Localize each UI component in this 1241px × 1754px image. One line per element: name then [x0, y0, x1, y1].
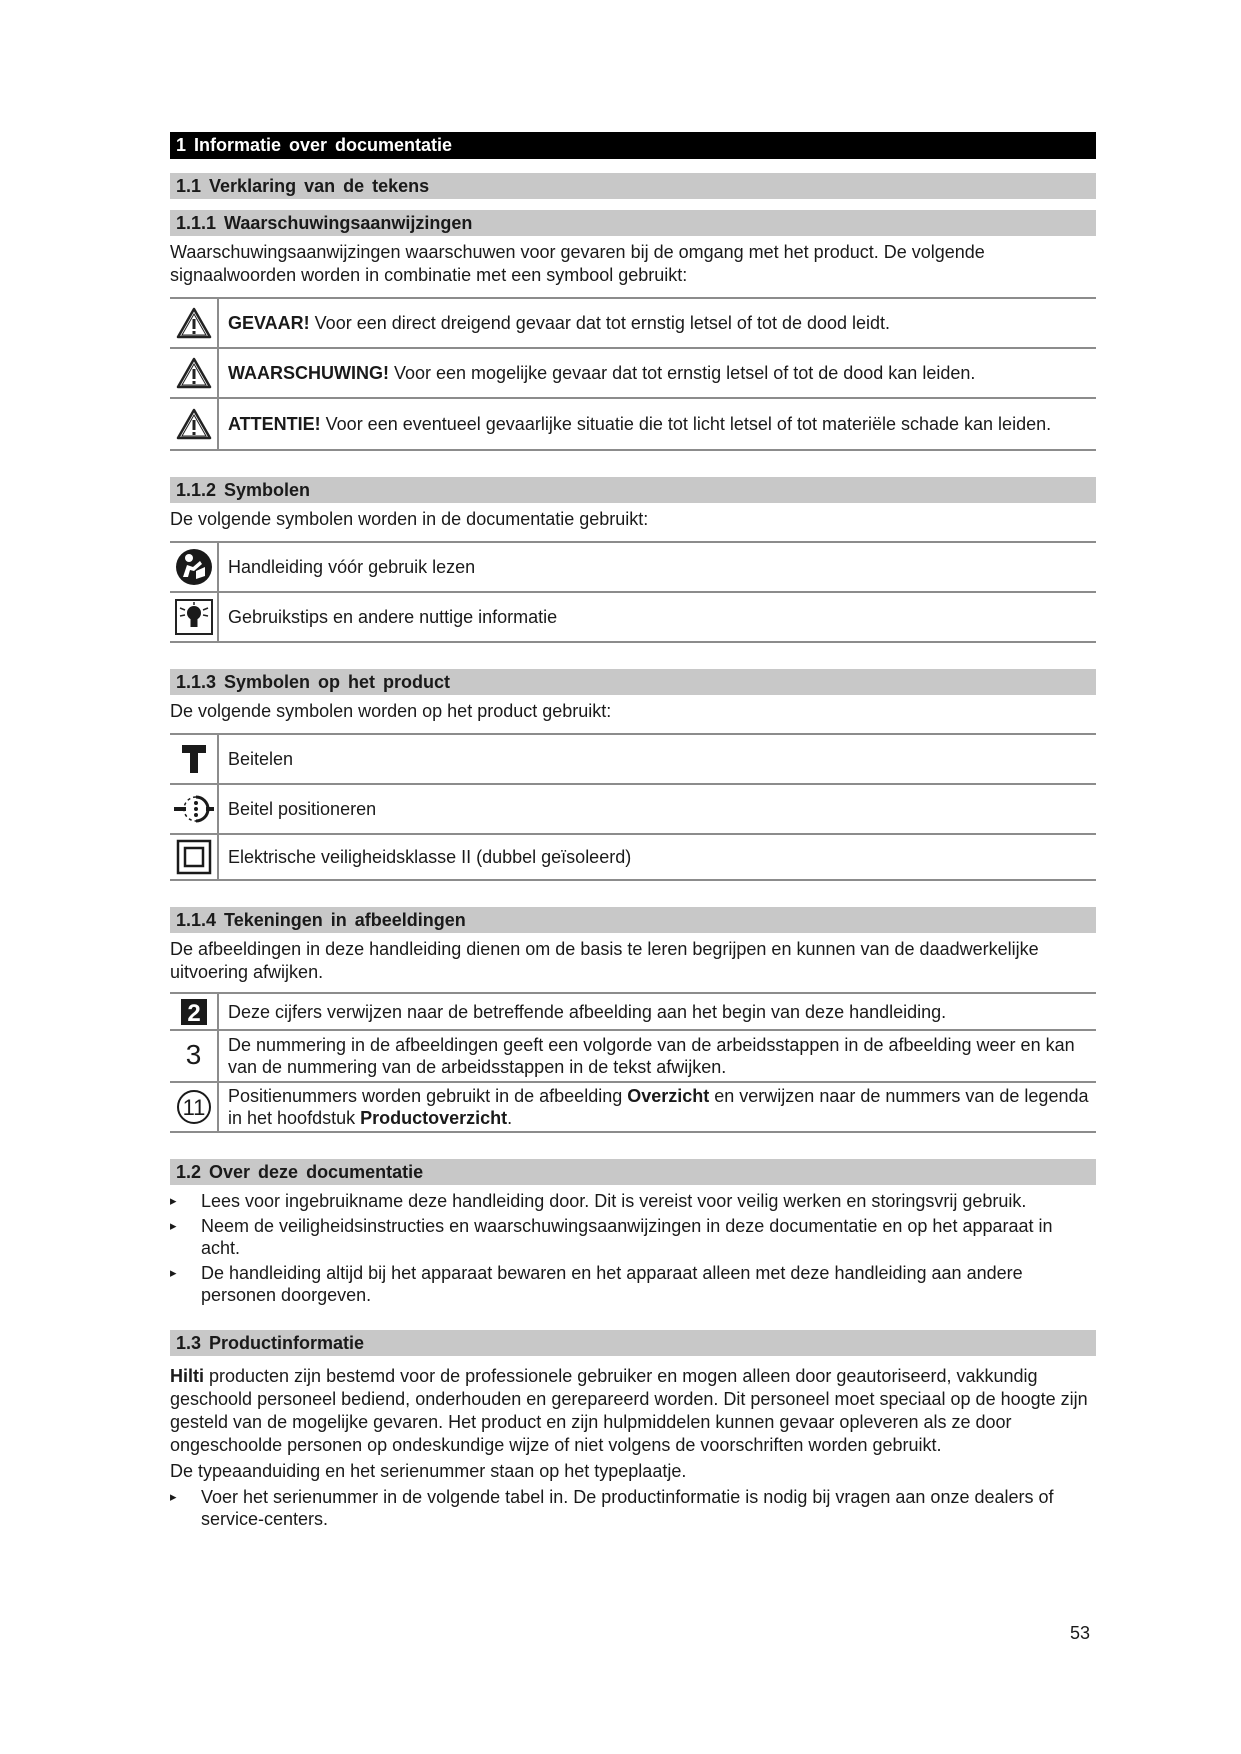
warning-text: Voor een mogelijke gevaar dat tot ernstig letsel of tot de dood kan leiden. — [388, 363, 976, 383]
warning-keyword: ATTENTIE! — [228, 414, 321, 434]
drawing-text-b: en verwijzen naar de nummers van de legenda in het hoofdstuk — [228, 1086, 1089, 1128]
product-info-text — [170, 1365, 1096, 1457]
drawing-text: De nummering in de afbeeldingen geeft een volgorde van de arbeidsstappen in de afbeelding weer en kan van de nummering van de arbeidsstappen in de tekst afwijken. — [218, 1030, 1096, 1082]
heading-1-1-3: 1.1.3 Symbolen op het product — [170, 669, 1096, 695]
symbol-text: Gebruikstips en andere nuttige informatie — [218, 592, 1096, 642]
product-symbol-text: Elektrische veiligheidsklasse II (dubbel geïsoleerd) — [218, 834, 1096, 880]
heading-1-1-2: 1.1.2 Symbolen — [170, 477, 1096, 503]
warnings-table — [170, 297, 1096, 451]
brand-name: Hilti — [170, 1366, 204, 1386]
product-info-bullets — [170, 1486, 1096, 1530]
product-symbol-text: Beitelen — [218, 734, 1096, 784]
warning-triangle-icon — [176, 408, 212, 440]
drawings-table — [170, 992, 1096, 1133]
heading-1-1: 1.1 Verklaring van de tekens — [170, 173, 1096, 199]
symbol-row-read-manual — [170, 542, 1096, 592]
bullet-item: ▸ De handleiding altijd bij het apparaat bewaren en het apparaat alleen met deze handleiding aan andere personen doorgeven. — [170, 1262, 1096, 1306]
double-insulation-icon — [176, 839, 212, 875]
drawing-bold-productoverzicht: Productoverzicht — [360, 1108, 508, 1128]
bullet-item: ▸ Voer het serienummer in de volgende tabel in. De productinformatie is nodig bij vragen aan onze dealers of service-centers. — [170, 1486, 1096, 1530]
tips-lightbulb-icon — [174, 598, 214, 636]
drawing-bold-overzicht: Overzicht — [627, 1086, 710, 1106]
heading-1-3: 1.3 Productinformatie — [170, 1330, 1096, 1356]
drawing-text-c: . — [507, 1108, 513, 1128]
symbol-row-tips — [170, 592, 1096, 642]
product-symbol-row-double-insulation — [170, 834, 1096, 880]
warning-keyword: WAARSCHUWING! — [228, 363, 389, 383]
drawing-text: Deze cijfers verwijzen naar de betreffende afbeelding aan het begin van deze handleiding. — [218, 993, 1096, 1030]
drawing-row-figure-number — [170, 993, 1096, 1030]
warning-keyword: GEVAAR! — [228, 313, 310, 333]
step-number-icon: 3 — [185, 1038, 202, 1070]
symbols-intro: De volgende symbolen worden in de documentatie gebruikt: — [170, 509, 649, 529]
position-number-icon — [176, 1089, 212, 1125]
chisel-icon — [179, 742, 209, 776]
type-plate-text: De typeaanduiding en het serienummer staan op het typeplaatje. — [170, 1461, 687, 1481]
product-symbol-row-chisel — [170, 734, 1096, 784]
product-symbol-text: Beitel positioneren — [218, 784, 1096, 834]
product-symbols-intro: De volgende symbolen worden op het product gebruikt: — [170, 701, 612, 721]
warning-text: Voor een direct dreigend gevaar dat tot ernstig letsel of tot de dood leidt. — [309, 313, 891, 333]
warnings-intro: Waarschuwingsaanwijzingen waarschuwen voor gevaren bij de omgang met het product. De volgende signaalwoorden worden in combinatie met een symbool gebruikt: — [170, 242, 985, 285]
document-page — [170, 132, 1096, 1554]
warning-triangle-icon — [176, 307, 212, 339]
warning-row-warning — [170, 348, 1096, 398]
page-number: 53 — [1070, 1623, 1091, 1643]
figure-number-label: 2 — [186, 999, 201, 1026]
read-manual-icon — [174, 547, 214, 587]
heading-1-1-4: 1.1.4 Tekeningen in afbeeldingen — [170, 907, 1096, 933]
drawing-row-position-number — [170, 1082, 1096, 1132]
symbol-text: Handleiding vóór gebruik lezen — [218, 542, 1096, 592]
bullet-item: ▸ Lees voor ingebruikname deze handleiding door. Dit is vereist voor veilig werken en storingsvrij gebruik. — [170, 1190, 1096, 1212]
warning-triangle-icon — [176, 357, 212, 389]
warning-row-caution — [170, 398, 1096, 450]
product-symbol-row-chisel-positioning — [170, 784, 1096, 834]
drawings-intro: De afbeeldingen in deze handleiding dienen om de basis te leren begrijpen en kunnen van de daadwerkelijke uitvoering afwijken. — [170, 939, 1039, 982]
warning-row-danger — [170, 298, 1096, 348]
drawing-text-a: Positienummers worden gebruikt in de afbeelding — [228, 1086, 628, 1106]
figure-number-icon — [180, 998, 208, 1026]
warning-text: Voor een eventueel gevaarlijke situatie die tot licht letsel of tot materiële schade kan leiden. — [320, 414, 1052, 434]
symbols-table — [170, 541, 1096, 643]
chisel-positioning-icon — [172, 792, 216, 826]
about-bullets — [170, 1190, 1096, 1306]
position-number-label: 11 — [182, 1095, 205, 1120]
product-info-body: producten zijn bestemd voor de professionele gebruiker en mogen alleen door geautoriseerd, vakkundig geschoold personeel bediend, onderhouden en gerepareerd worden. Dit personeel moet speciaal op de hoogte zijn gesteld van de mogelijke gevaren. Het product en zijn hulpmiddelen kunnen gevaar opleveren als ze door ongeschoolde personen op ondeskundige wijze of niet volgens de voorschriften worden gebruikt. — [170, 1366, 1088, 1455]
bullet-item: ▸ Neem de veiligheidsinstructies en waarschuwingsaanwijzingen in deze documentatie en op het apparaat in acht. — [170, 1215, 1096, 1259]
heading-1-1-1: 1.1.1 Waarschuwingsaanwijzingen — [170, 210, 1096, 236]
product-symbols-table — [170, 733, 1096, 881]
heading-1: 1 Informatie over documentatie — [170, 132, 1096, 159]
heading-1-2: 1.2 Over deze documentatie — [170, 1159, 1096, 1185]
drawing-row-step-number — [170, 1030, 1096, 1082]
